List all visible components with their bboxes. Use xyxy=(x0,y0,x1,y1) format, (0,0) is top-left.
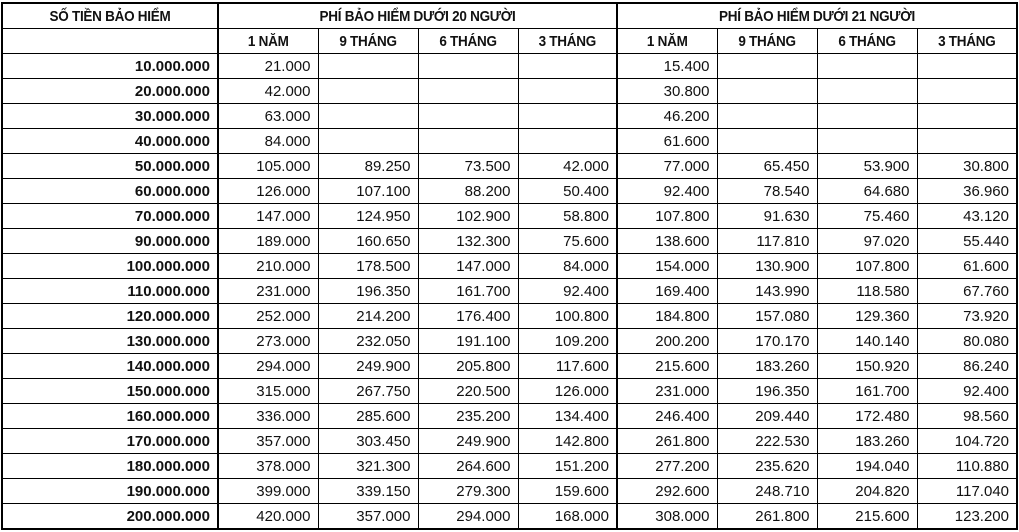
premium-cell-g21: 77.000 xyxy=(617,154,717,179)
premium-cell-g20: 252.000 xyxy=(218,304,318,329)
premium-cell-g21: 157.080 xyxy=(717,304,817,329)
premium-cell-g20: 109.200 xyxy=(518,329,617,354)
premium-cell-g20: 84.000 xyxy=(518,254,617,279)
premium-cell-g20: 42.000 xyxy=(518,154,617,179)
premium-cell-g20: 58.800 xyxy=(518,204,617,229)
sum-insured-cell: 150.000.000 xyxy=(2,379,218,404)
premium-cell-g20: 117.600 xyxy=(518,354,617,379)
premium-cell-g21: 91.630 xyxy=(717,204,817,229)
premium-cell-g20: 205.800 xyxy=(418,354,518,379)
premium-cell-g20: 159.600 xyxy=(518,479,617,504)
header-sum-insured: SỐ TIỀN BẢO HIỂM xyxy=(13,3,207,29)
premium-cell-g21: 172.480 xyxy=(817,404,917,429)
premium-cell-g20: 21.000 xyxy=(218,54,318,79)
premium-cell-g21: 138.600 xyxy=(617,229,717,254)
table-row xyxy=(2,279,1017,304)
premium-cell-g21 xyxy=(917,129,1017,154)
premium-cell-g20: 357.000 xyxy=(318,504,418,530)
table-row xyxy=(2,329,1017,354)
premium-cell-g20: 249.900 xyxy=(318,354,418,379)
premium-cell-g20: 75.600 xyxy=(518,229,617,254)
premium-cell-g20 xyxy=(518,54,617,79)
premium-cell-g20: 339.150 xyxy=(318,479,418,504)
table-body xyxy=(2,54,1017,530)
premium-cell-g21: 36.960 xyxy=(917,179,1017,204)
premium-cell-g20: 161.700 xyxy=(418,279,518,304)
insurance-premium-table xyxy=(1,2,1018,530)
sum-insured-cell: 10.000.000 xyxy=(2,54,218,79)
sum-insured-cell: 170.000.000 xyxy=(2,429,218,454)
premium-cell-g20: 92.400 xyxy=(518,279,617,304)
premium-cell-g21: 130.900 xyxy=(717,254,817,279)
premium-cell-g20: 147.000 xyxy=(218,204,318,229)
sum-insured-cell: 20.000.000 xyxy=(2,79,218,104)
sum-insured-cell: 30.000.000 xyxy=(2,104,218,129)
premium-cell-g20 xyxy=(418,104,518,129)
premium-cell-g20 xyxy=(518,129,617,154)
premium-cell-g20: 142.800 xyxy=(518,429,617,454)
premium-cell-g20: 189.000 xyxy=(218,229,318,254)
premium-cell-g20 xyxy=(418,79,518,104)
premium-cell-g20 xyxy=(318,104,418,129)
premium-cell-g20: 100.800 xyxy=(518,304,617,329)
premium-cell-g21 xyxy=(817,54,917,79)
sum-insured-cell: 70.000.000 xyxy=(2,204,218,229)
premium-cell-g20: 132.300 xyxy=(418,229,518,254)
sum-insured-cell: 140.000.000 xyxy=(2,354,218,379)
premium-cell-g21: 118.580 xyxy=(817,279,917,304)
premium-cell-g21: 86.240 xyxy=(917,354,1017,379)
premium-cell-g20 xyxy=(418,129,518,154)
premium-cell-g21: 117.810 xyxy=(717,229,817,254)
premium-cell-g21: 61.600 xyxy=(917,254,1017,279)
premium-cell-g21: 215.600 xyxy=(617,354,717,379)
premium-cell-g21: 61.600 xyxy=(617,129,717,154)
premium-cell-g20: 420.000 xyxy=(218,504,318,530)
premium-cell-g21: 78.540 xyxy=(717,179,817,204)
table-row xyxy=(2,79,1017,104)
premium-cell-g21: 129.360 xyxy=(817,304,917,329)
premium-cell-g21: 215.600 xyxy=(817,504,917,530)
header-group-under-20: PHÍ BẢO HIỂM DƯỚI 20 NGƯỜI xyxy=(238,3,597,29)
premium-cell-g20: 168.000 xyxy=(518,504,617,530)
premium-cell-g21: 92.400 xyxy=(617,179,717,204)
header-row-periods xyxy=(2,29,1017,54)
header-period-g20: 9 THÁNG xyxy=(323,29,413,54)
premium-cell-g20: 178.500 xyxy=(318,254,418,279)
premium-cell-g21: 200.200 xyxy=(617,329,717,354)
premium-cell-g21: 98.560 xyxy=(917,404,1017,429)
premium-cell-g21: 196.350 xyxy=(717,379,817,404)
premium-cell-g21 xyxy=(817,79,917,104)
table-row xyxy=(2,429,1017,454)
premium-cell-g21: 170.170 xyxy=(717,329,817,354)
sum-insured-cell: 50.000.000 xyxy=(2,154,218,179)
table-row xyxy=(2,254,1017,279)
premium-cell-g20: 357.000 xyxy=(218,429,318,454)
premium-cell-g20: 267.750 xyxy=(318,379,418,404)
premium-cell-g21: 248.710 xyxy=(717,479,817,504)
premium-cell-g20: 126.000 xyxy=(218,179,318,204)
header-period-g21: 9 THÁNG xyxy=(722,29,812,54)
premium-cell-g20: 264.600 xyxy=(418,454,518,479)
premium-cell-g21: 183.260 xyxy=(717,354,817,379)
premium-cell-g20: 42.000 xyxy=(218,79,318,104)
premium-cell-g20: 84.000 xyxy=(218,129,318,154)
premium-cell-g21: 154.000 xyxy=(617,254,717,279)
premium-cell-g21: 92.400 xyxy=(917,379,1017,404)
premium-cell-g21: 30.800 xyxy=(917,154,1017,179)
premium-cell-g20: 249.900 xyxy=(418,429,518,454)
sum-insured-cell: 200.000.000 xyxy=(2,504,218,530)
premium-cell-g20: 220.500 xyxy=(418,379,518,404)
premium-cell-g20 xyxy=(418,54,518,79)
premium-cell-g20: 210.000 xyxy=(218,254,318,279)
premium-cell-g20: 176.400 xyxy=(418,304,518,329)
premium-cell-g21: 55.440 xyxy=(917,229,1017,254)
premium-cell-g20: 191.100 xyxy=(418,329,518,354)
premium-cell-g20: 294.000 xyxy=(218,354,318,379)
premium-cell-g20: 399.000 xyxy=(218,479,318,504)
table-row xyxy=(2,379,1017,404)
premium-cell-g20: 102.900 xyxy=(418,204,518,229)
premium-cell-g20 xyxy=(318,54,418,79)
premium-cell-g20: 273.000 xyxy=(218,329,318,354)
premium-cell-g21: 161.700 xyxy=(817,379,917,404)
premium-cell-g21: 30.800 xyxy=(617,79,717,104)
premium-cell-g21: 308.000 xyxy=(617,504,717,530)
premium-cell-g21: 75.460 xyxy=(817,204,917,229)
premium-cell-g20: 89.250 xyxy=(318,154,418,179)
premium-cell-g20: 50.400 xyxy=(518,179,617,204)
premium-cell-g21 xyxy=(917,104,1017,129)
premium-cell-g21: 231.000 xyxy=(617,379,717,404)
sum-insured-cell: 40.000.000 xyxy=(2,129,218,154)
table-row xyxy=(2,104,1017,129)
premium-cell-g20: 279.300 xyxy=(418,479,518,504)
table-row xyxy=(2,229,1017,254)
table-row xyxy=(2,404,1017,429)
sum-insured-cell: 160.000.000 xyxy=(2,404,218,429)
header-period-g21: 6 THÁNG xyxy=(822,29,912,54)
premium-cell-g21: 183.260 xyxy=(817,429,917,454)
premium-cell-g21: 15.400 xyxy=(617,54,717,79)
premium-cell-g21 xyxy=(917,54,1017,79)
header-period-g20: 1 NĂM xyxy=(223,29,313,54)
premium-cell-g20 xyxy=(518,104,617,129)
premium-cell-g21: 107.800 xyxy=(617,204,717,229)
premium-cell-g21: 150.920 xyxy=(817,354,917,379)
premium-cell-g20: 294.000 xyxy=(418,504,518,530)
premium-cell-g20: 147.000 xyxy=(418,254,518,279)
table-row xyxy=(2,479,1017,504)
table-row xyxy=(2,304,1017,329)
sum-insured-cell: 110.000.000 xyxy=(2,279,218,304)
premium-cell-g21 xyxy=(717,79,817,104)
table-row xyxy=(2,154,1017,179)
sum-insured-cell: 180.000.000 xyxy=(2,454,218,479)
premium-cell-g20: 321.300 xyxy=(318,454,418,479)
premium-cell-g20 xyxy=(318,129,418,154)
premium-cell-g21: 235.620 xyxy=(717,454,817,479)
premium-cell-g21: 261.800 xyxy=(617,429,717,454)
sum-insured-cell: 120.000.000 xyxy=(2,304,218,329)
header-empty-cell xyxy=(13,29,207,54)
premium-cell-g21 xyxy=(717,129,817,154)
header-period-g21: 3 THÁNG xyxy=(922,29,1012,54)
premium-cell-g20: 214.200 xyxy=(318,304,418,329)
premium-cell-g21: 65.450 xyxy=(717,154,817,179)
premium-cell-g21: 204.820 xyxy=(817,479,917,504)
table-row xyxy=(2,504,1017,530)
premium-cell-g20: 235.200 xyxy=(418,404,518,429)
premium-cell-g21: 46.200 xyxy=(617,104,717,129)
premium-cell-g21: 292.600 xyxy=(617,479,717,504)
premium-cell-g21 xyxy=(817,104,917,129)
sum-insured-cell: 190.000.000 xyxy=(2,479,218,504)
premium-cell-g21: 73.920 xyxy=(917,304,1017,329)
premium-cell-g21: 169.400 xyxy=(617,279,717,304)
table-row xyxy=(2,454,1017,479)
premium-cell-g20: 105.000 xyxy=(218,154,318,179)
premium-cell-g20: 196.350 xyxy=(318,279,418,304)
premium-cell-g21: 80.080 xyxy=(917,329,1017,354)
premium-cell-g21: 97.020 xyxy=(817,229,917,254)
premium-cell-g20: 336.000 xyxy=(218,404,318,429)
premium-cell-g21: 143.990 xyxy=(717,279,817,304)
premium-cell-g21: 67.760 xyxy=(917,279,1017,304)
premium-cell-g21: 140.140 xyxy=(817,329,917,354)
premium-cell-g20 xyxy=(518,79,617,104)
header-period-g20: 6 THÁNG xyxy=(423,29,513,54)
sum-insured-cell: 60.000.000 xyxy=(2,179,218,204)
premium-cell-g21: 117.040 xyxy=(917,479,1017,504)
premium-cell-g21: 209.440 xyxy=(717,404,817,429)
premium-cell-g20: 124.950 xyxy=(318,204,418,229)
premium-cell-g20: 88.200 xyxy=(418,179,518,204)
sum-insured-cell: 130.000.000 xyxy=(2,329,218,354)
premium-cell-g20: 231.000 xyxy=(218,279,318,304)
header-group-under-21: PHÍ BẢO HIỂM DƯỚI 21 NGƯỜI xyxy=(637,3,997,29)
premium-cell-g20: 63.000 xyxy=(218,104,318,129)
premium-cell-g20: 232.050 xyxy=(318,329,418,354)
table-row xyxy=(2,179,1017,204)
premium-cell-g20: 160.650 xyxy=(318,229,418,254)
table-row xyxy=(2,354,1017,379)
premium-cell-g21 xyxy=(817,129,917,154)
premium-cell-g20: 285.600 xyxy=(318,404,418,429)
premium-cell-g21 xyxy=(717,104,817,129)
premium-cell-g21: 64.680 xyxy=(817,179,917,204)
premium-cell-g21: 261.800 xyxy=(717,504,817,530)
table-row xyxy=(2,204,1017,229)
premium-cell-g21: 194.040 xyxy=(817,454,917,479)
premium-cell-g21: 107.800 xyxy=(817,254,917,279)
premium-cell-g21: 110.880 xyxy=(917,454,1017,479)
header-period-g20: 3 THÁNG xyxy=(523,29,612,54)
premium-cell-g21: 222.530 xyxy=(717,429,817,454)
premium-cell-g20: 126.000 xyxy=(518,379,617,404)
header-row-groups xyxy=(2,3,1017,29)
premium-cell-g20: 315.000 xyxy=(218,379,318,404)
premium-cell-g21: 246.400 xyxy=(617,404,717,429)
premium-cell-g21 xyxy=(717,54,817,79)
table-row xyxy=(2,129,1017,154)
premium-cell-g21 xyxy=(917,79,1017,104)
sum-insured-cell: 100.000.000 xyxy=(2,254,218,279)
premium-cell-g20: 378.000 xyxy=(218,454,318,479)
premium-cell-g21: 53.900 xyxy=(817,154,917,179)
premium-cell-g20: 303.450 xyxy=(318,429,418,454)
premium-cell-g20: 73.500 xyxy=(418,154,518,179)
premium-cell-g21: 184.800 xyxy=(617,304,717,329)
table-row xyxy=(2,54,1017,79)
premium-cell-g21: 123.200 xyxy=(917,504,1017,530)
premium-cell-g21: 104.720 xyxy=(917,429,1017,454)
premium-cell-g20 xyxy=(318,79,418,104)
header-period-g21: 1 NĂM xyxy=(622,29,712,54)
premium-cell-g20: 151.200 xyxy=(518,454,617,479)
premium-cell-g21: 277.200 xyxy=(617,454,717,479)
premium-cell-g20: 107.100 xyxy=(318,179,418,204)
premium-cell-g21: 43.120 xyxy=(917,204,1017,229)
sum-insured-cell: 90.000.000 xyxy=(2,229,218,254)
premium-cell-g20: 134.400 xyxy=(518,404,617,429)
